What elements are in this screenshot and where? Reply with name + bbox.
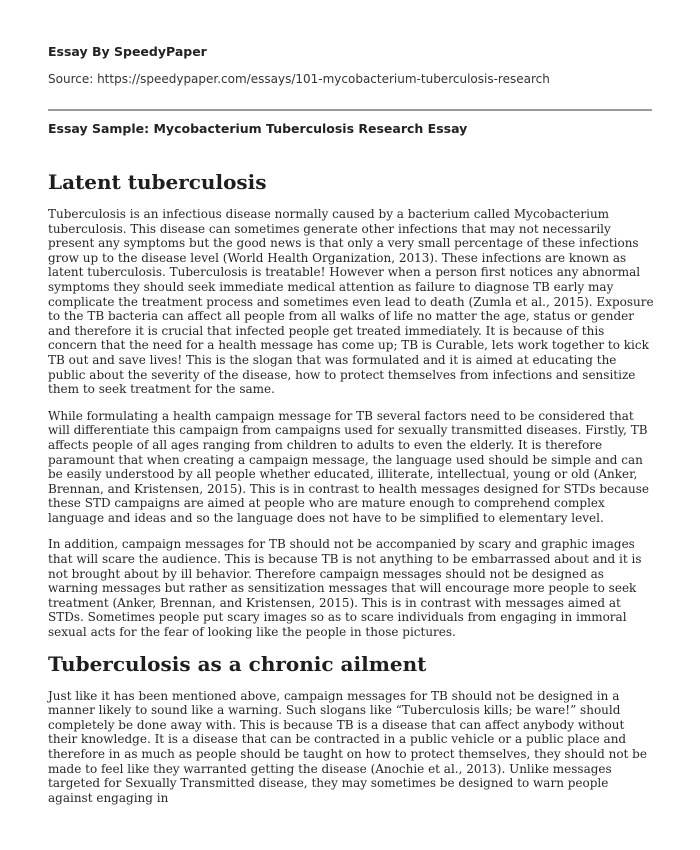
essay-title: Essay Sample: Mycobacterium Tuberculosis Research Essay — [48, 121, 468, 136]
section-heading-chronic-ailment: Tuberculosis as a chronic ailment — [48, 651, 427, 676]
section-heading-latent-tuberculosis: Latent tuberculosis — [48, 170, 267, 194]
paragraph: While formulating a health campaign message for TB several factors need to be considered that will differentiate this campaign from campaigns used for sexually transmitted diseases. Firstly, TB affects people of all ages ranging from children to adults to even the elderly. It is therefore paramount that when creating a campaign message, the language used should be simple and can be easily understood by all people whether educated, illiterate, intellectual, young or old (Anker, Brennan, and Kristensen, 2015). This is in contrast to health messages designed for STDs because these STD campaigns are aimed at people who are mature enough to comprehend complex language and ideas and so the language does not have to be simplified to elementary level. — [48, 408, 649, 525]
essay-body — [48, 170, 654, 817]
source-url: Source: https://speedypaper.com/essays/101-mycobacterium-tuberculosis-research — [48, 72, 550, 86]
paragraph: In addition, campaign messages for TB should not be accompanied by scary and graphic images that will scare the audience. This is because TB is not anything to be embarrassed about and it is not brought about by ill behavior. Therefore campaign messages should not be designed as warning messages but rather as sensitization messages that will encourage more people to seek treatment (Anker, Brennan, and Kristensen, 2015). This is in contrast with messages aimed at STDs. Sometimes people put scary images so as to scare individuals from engaging in immoral sexual acts for the fear of looking like the people in those pictures. — [48, 537, 642, 640]
paragraph: Just like it has been mentioned above, campaign messages for TB should not be designed in a manner likely to sound like a warning. Such slogans like “Tuberculosis kills; be ware!” should completely be done away with. This is because TB is a disease that can affect anybody without their knowledge. It is a disease that can be contracted in a public vehicle or a public place and therefore in as much as people should be taught on how to protect themselves, they should not be made to feel like they warranted getting the disease (Anochie et al., 2013). Unlike messages targeted for Sexually Transmitted disease, they may sometimes be designed to warn people against engaging in — [48, 688, 647, 805]
paragraph: Tuberculosis is an infectious disease normally caused by a bacterium called Mycobacterium tuberculosis. This disease can sometimes generate other infections that may not necessarily present any symptoms but the good news is that only a very small percentage of these infections grow up to the disease level (World Health Organization, 2013). These infections are known as latent tuberculosis. Tuberculosis is treatable! However when a person first notices any abnormal symptoms they should seek immediate medical attention as failure to diagnose TB early may complicate the treatment process and sometimes even lead to death (Zumla et al., 2015). Exposure to the TB bacteria can affect all people from all walks of life no matter the age, status or gender and therefore it is crucial that infected people get treated immediately. It is because of this concern that the need for a health message has come up; TB is Curable, lets work together to kick TB out and save lives! This is the slogan that was formulated and it is aimed at educating the public about the severity of the disease, how to protect themselves from infections and sensitize them to seek treatment for the same. — [48, 207, 654, 397]
brand-title: Essay By SpeedyPaper — [48, 44, 207, 59]
header-divider — [48, 109, 652, 111]
